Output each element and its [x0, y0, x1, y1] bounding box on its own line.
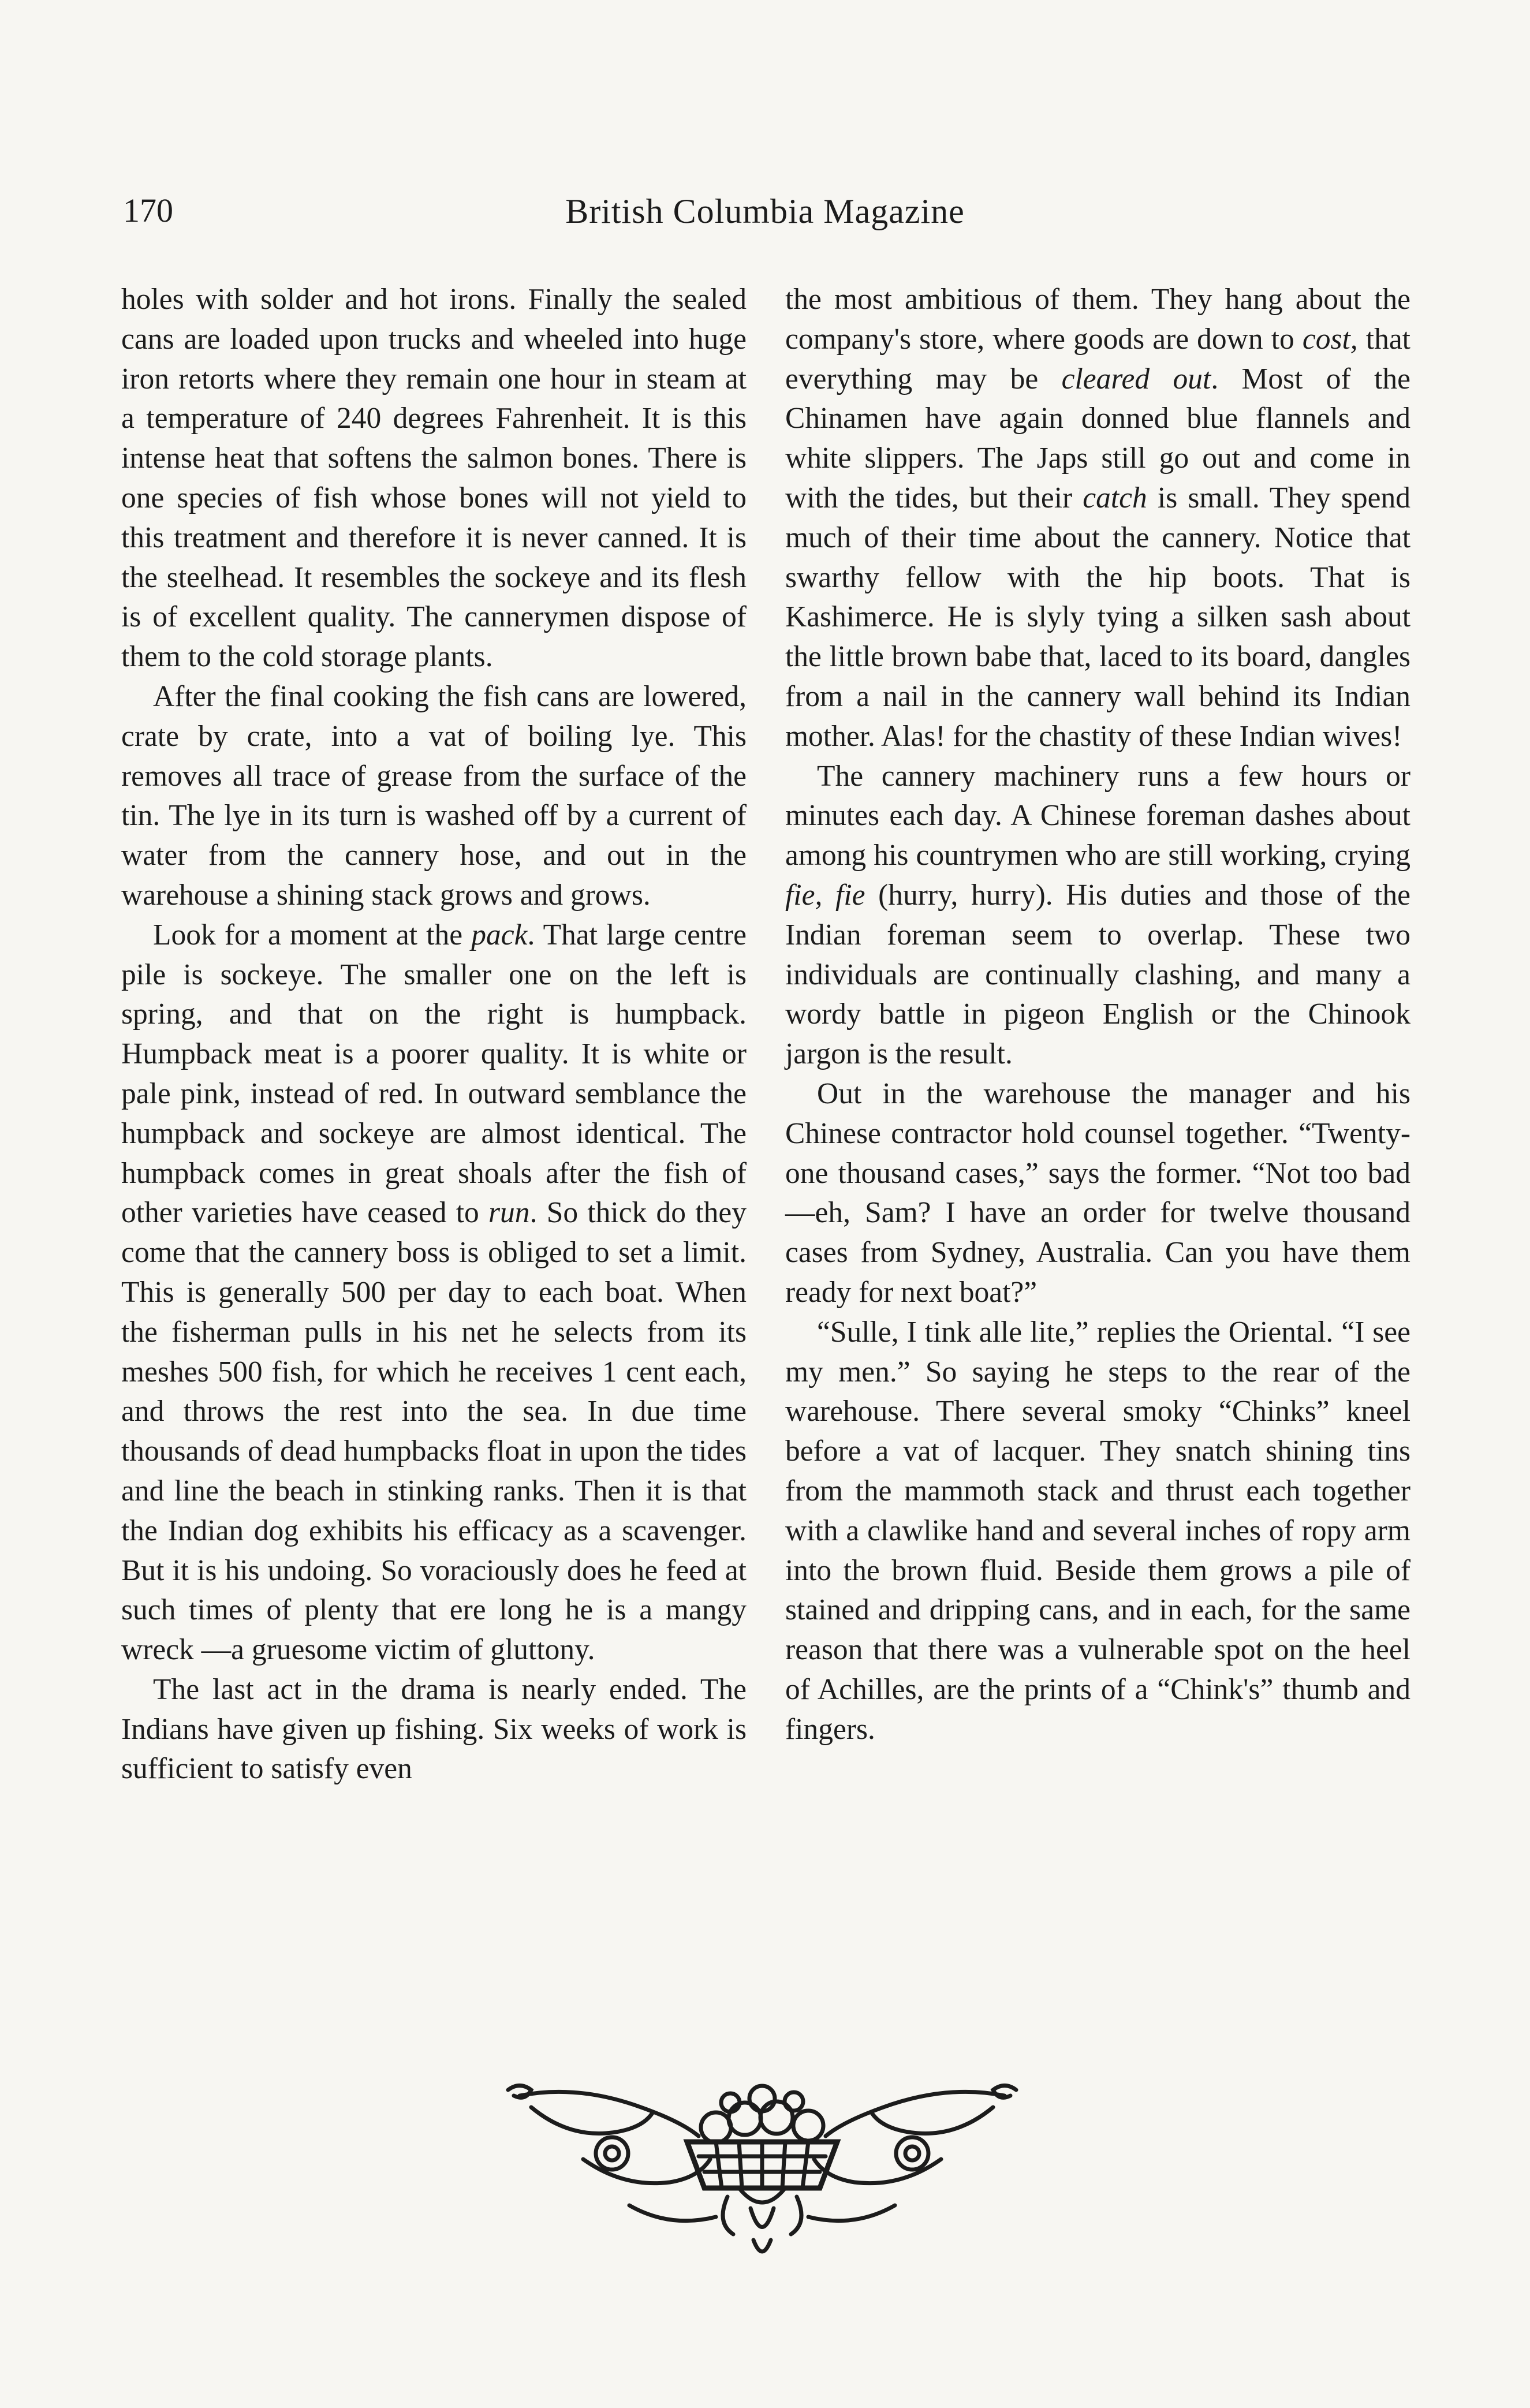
text-run: . Most of the Chinamen have again donned blue flannels and white slippers. The Japs still go out and come in with the tides, but their — [785, 362, 1410, 514]
text-run: the most ambitious of them. They hang about the company's store, where goods are down to — [785, 283, 1410, 356]
text-run: . So thick do they come that the cannery boss is obliged to set a limit. This is generally 500 per day to each boat. When the fisherman pulls in his net he selects from its meshes 500 fish, for which he receives 1 cent each, and throws the rest into the sea. In due time thousands of dead humpbacks float in upon the tides and line the beach in stinking ranks. Then it is that the Indian dog exhibits his efficacy as a scavenger. But it is his undoing. So voraciously does he feed at such times of plenty that ere long he is a mangy wreck —a gruesome victim of gluttony. — [121, 1196, 747, 1667]
text-run: is small. They spend much of their time about the cannery. Notice that swarthy fellow with the hip boots. That is Kashimerce. He is slyly tying a silken sash about the little brown babe that, laced to its board, dangles from a nail in the cannery wall behind its Indian mother. Alas! for the chastity of these Indian wives! — [785, 481, 1410, 753]
left-column — [121, 280, 747, 1789]
italic-word: run — [488, 1196, 530, 1230]
fruit-basket-ornament-icon — [497, 2073, 1028, 2269]
italic-word: fie, fie — [785, 878, 865, 912]
paragraph: The last act in the drama is nearly ended. The Indians have given up fishing. Six weeks of work is sufficient to satisfy even — [121, 1672, 747, 1786]
page-number: 170 — [123, 192, 173, 229]
text-run: . That large centre pile is sockeye. The smaller one on the left is spring, and that on the right is humpback. Humpback meat is a poorer quality. It is white or pale pink, instead of red. In outward semblance the humpback and sockeye are almost identical. The humpback comes in great shoals after the fish of other varieties have ceased to — [121, 918, 747, 1230]
text-run: that everything may be — [785, 322, 1410, 395]
text-run: (hurry, hurry). His duties and those of the Indian foreman seem to overlap. These two individuals are continually clashing, and many a wordy battle in pigeon English or the Chinook jargon is the result. — [785, 878, 1410, 1071]
paragraph: Out in the warehouse the manager and his Chinese contractor hold counsel together. “Twenty-one thousand cases,” says the former. “Not too bad—eh, Sam? I have an order for twelve thousand cases from Sydney, Australia. Can you have them ready for next boat?” — [785, 1077, 1410, 1309]
paragraph: After the final cooking the fish cans are lowered, crate by crate, into a vat of boiling lye. This removes all trace of grease from the surface of the tin. The lye in its turn is washed off by a current of water from the cannery hose, and out in the warehouse a shining stack grows and grows. — [121, 680, 747, 912]
running-head: British Columbia Magazine — [565, 192, 965, 230]
ornament-ink — [508, 2086, 1016, 2252]
right-column — [785, 280, 1410, 1749]
paragraph — [121, 916, 747, 1670]
text-run: The cannery machinery runs a few hours or minutes each day. A Chinese foreman dashes about among his countrymen who are still working, crying — [785, 759, 1410, 872]
italic-word: cost, — [1302, 322, 1358, 356]
italic-word: catch — [1083, 481, 1147, 514]
paragraph: “Sulle, I tink alle lite,” replies the Oriental. “I see my men.” So saying he steps to the rear of the warehouse. There several smoky “Chinks” kneel before a vat of lacquer. They snatch shining tins from the mammoth stack and thrust each together with a clawlike hand and several inches of ropy arm into the brown fluid. Beside them grows a pile of stained and dripping cans, and in each, for the same reason that there was a vulnerable spot on the heel of Achilles, are the prints of a “Chink's” thumb and fingers. — [785, 1315, 1410, 1746]
text-run: Look for a moment at the — [153, 918, 472, 951]
paragraph — [785, 280, 1410, 757]
italic-word: cleared out — [1061, 362, 1211, 395]
italic-word: pack — [471, 918, 528, 951]
paragraph: holes with solder and hot irons. Finally the sealed cans are loaded upon trucks and wheeled into huge iron retorts where they remain one hour in steam at a temperature of 240 degrees Fahrenheit. It is this intense heat that softens the salmon bones. There is one species of fish whose bones will not yield to this treatment and therefore it is never canned. It is the steelhead. It resembles the sockeye and its flesh is of excellent quality. The cannerymen dispose of them to the cold storage plants. — [121, 283, 747, 674]
paragraph — [785, 757, 1410, 1074]
